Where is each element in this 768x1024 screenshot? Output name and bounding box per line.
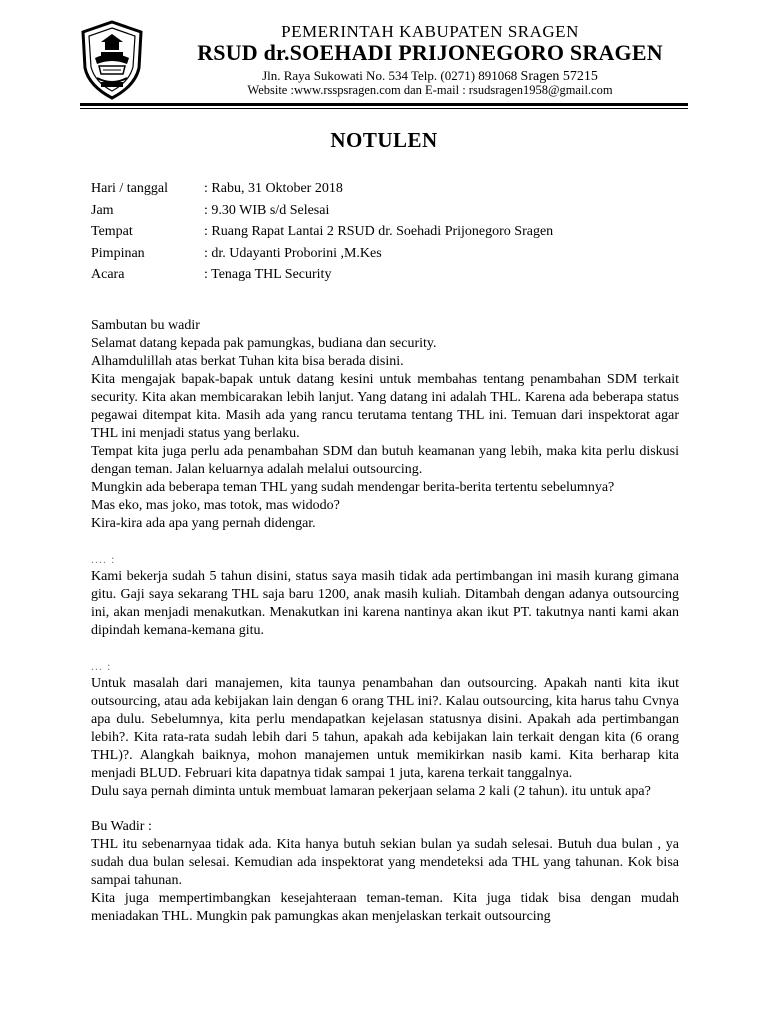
info-row-date (91, 180, 553, 202)
paragraph: Dulu saya pernah diminta untuk membuat lamaran pekerjaan selama 2 kali (2 tahun). itu untuk apa? (91, 784, 651, 799)
website-email-line: Website :www.rsspsragen.com dan E-mail : rsudsragen1958@gmail.com (247, 83, 613, 97)
paragraph: Kita mengajak bapak-bapak untuk datang kesini untuk membahas tentang penambahan SDM terkait security. Kita akan membicarakan lebih lanjut. Yang datang ini adalah THL. Karena ada beberapa status pegawai ditempat kita. Masih ada yang rancu terutama tentang THL ini. Temuan dari inspektorat agar THL ini menjadi status yang berlaku. (91, 372, 679, 441)
info-label: Hari / tanggal (91, 181, 168, 196)
meeting-info (91, 180, 553, 288)
address-city: Sragen 57215 (520, 69, 598, 84)
info-label: Acara (91, 267, 125, 282)
paragraph: Kami bekerja sudah 5 tahun disini, status saya masih tidak ada pertimbangan ini masih kurang gimana gitu. Gaji saya sekarang THL saja baru 1200, anak masih kuliah. Ditambah dengan adanya outsourcing ini, akan menjadi menakutkan. Menakutkan ini karena nantinya akan ikut PT. takutnya nanti kami akan dipindah kemana-kemana gitu. (91, 569, 679, 638)
document-title: NOTULEN (330, 128, 438, 152)
info-row-agenda (91, 266, 553, 288)
info-label: Pimpinan (91, 245, 145, 261)
paragraph: Alhamdulillah atas berkat Tuhan kita bisa berada disini. (91, 354, 404, 369)
info-row-time (91, 202, 553, 224)
info-value: : 9.30 WIB s/d Selesai (204, 202, 330, 218)
government-name: PEMERINTAH KABUPATEN SRAGEN (281, 22, 579, 41)
paragraph: THL itu sebenarnyaa tidak ada. Kita hanya butuh sekian bulan ya sudah selesai. Butuh dua bulan , ya sudah dua bulan selesai. Kemudian ada inspektorat yang mendeteksi ada THL yang tahunan. Kok bisa sampai tahunan. (91, 837, 679, 888)
info-row-place (91, 223, 553, 245)
info-value: : dr. Udayanti Proborini ,M.Kes (204, 245, 382, 261)
paragraph: Mungkin ada beberapa teman THL yang sudah mendengar berita-berita tertentu sebelumnya? (91, 480, 615, 495)
info-label: Tempat (91, 224, 133, 239)
regency-emblem-icon (79, 20, 145, 100)
paragraph: Kira-kira ada apa yang pernah didengar. (91, 516, 316, 531)
letterhead-thin-rule (80, 108, 688, 109)
info-label: Jam (91, 202, 114, 218)
speaker-marker: .... : (91, 552, 116, 566)
info-value: : Tenaga THL Security (204, 267, 332, 282)
letterhead-thick-rule (80, 103, 688, 106)
minutes-body (91, 317, 679, 926)
paragraph: Mas eko, mas joko, mas totok, mas widodo? (91, 498, 340, 513)
opening-heading: Sambutan bu wadir (91, 318, 200, 333)
paragraph: Kita juga mempertimbangkan kesejahteraan teman-teman. Kita juga tidak bisa dengan mudah meniadakan THL. Mungkin pak pamungkas akan menjelaskan terkait outsourcing (91, 891, 679, 924)
info-row-chair (91, 245, 553, 267)
speaker-marker: ... : (91, 659, 112, 673)
speaker-heading: Bu Wadir : (91, 819, 152, 834)
info-value: : Ruang Rapat Lantai 2 RSUD dr. Soehadi Prijonegoro Sragen (204, 224, 554, 239)
hospital-name: RSUD dr.SOEHADI PRIJONEGORO SRAGEN (197, 40, 663, 65)
paragraph: Tempat kita juga perlu ada penambahan SDM dan butuh keamanan yang lebih, maka kita perlu diskusi dengan teman. Jalan keluarnya adalah melalui outsourcing. (91, 444, 679, 477)
address-line: Jln. Raya Sukowati No. 534 Telp. (0271) 891068 (262, 68, 518, 83)
info-value: : Rabu, 31 Oktober 2018 (204, 181, 343, 196)
paragraph: Untuk masalah dari manajemen, kita taunya penambahan dan outsourcing. Apakah nanti kita ikut outsourcing, atau ada kebijakan lain dengan 6 orang THL ini?. Kalau outsourcing, kita harus tahu Cvnya apa dulu. Sebelumnya, kita perlu mendapatkan kejelasan statusnya disini. Apakah ada pertimbangan lebih?. Kita rata-rata sudah lebih dari 5 tahun, apakah ada kebijakan lain terkait dengan kita (6 orang THL)?. Alangkah baiknya, mohon manajemen untuk memikirkan nasib kami. Kita berharap kita menjadi BLUD. Februari kita dapatnya tidak sampai 1 juta, karena terkait tanggalnya. (91, 676, 679, 781)
paragraph: Selamat datang kepada pak pamungkas, budiana dan security. (91, 336, 437, 351)
